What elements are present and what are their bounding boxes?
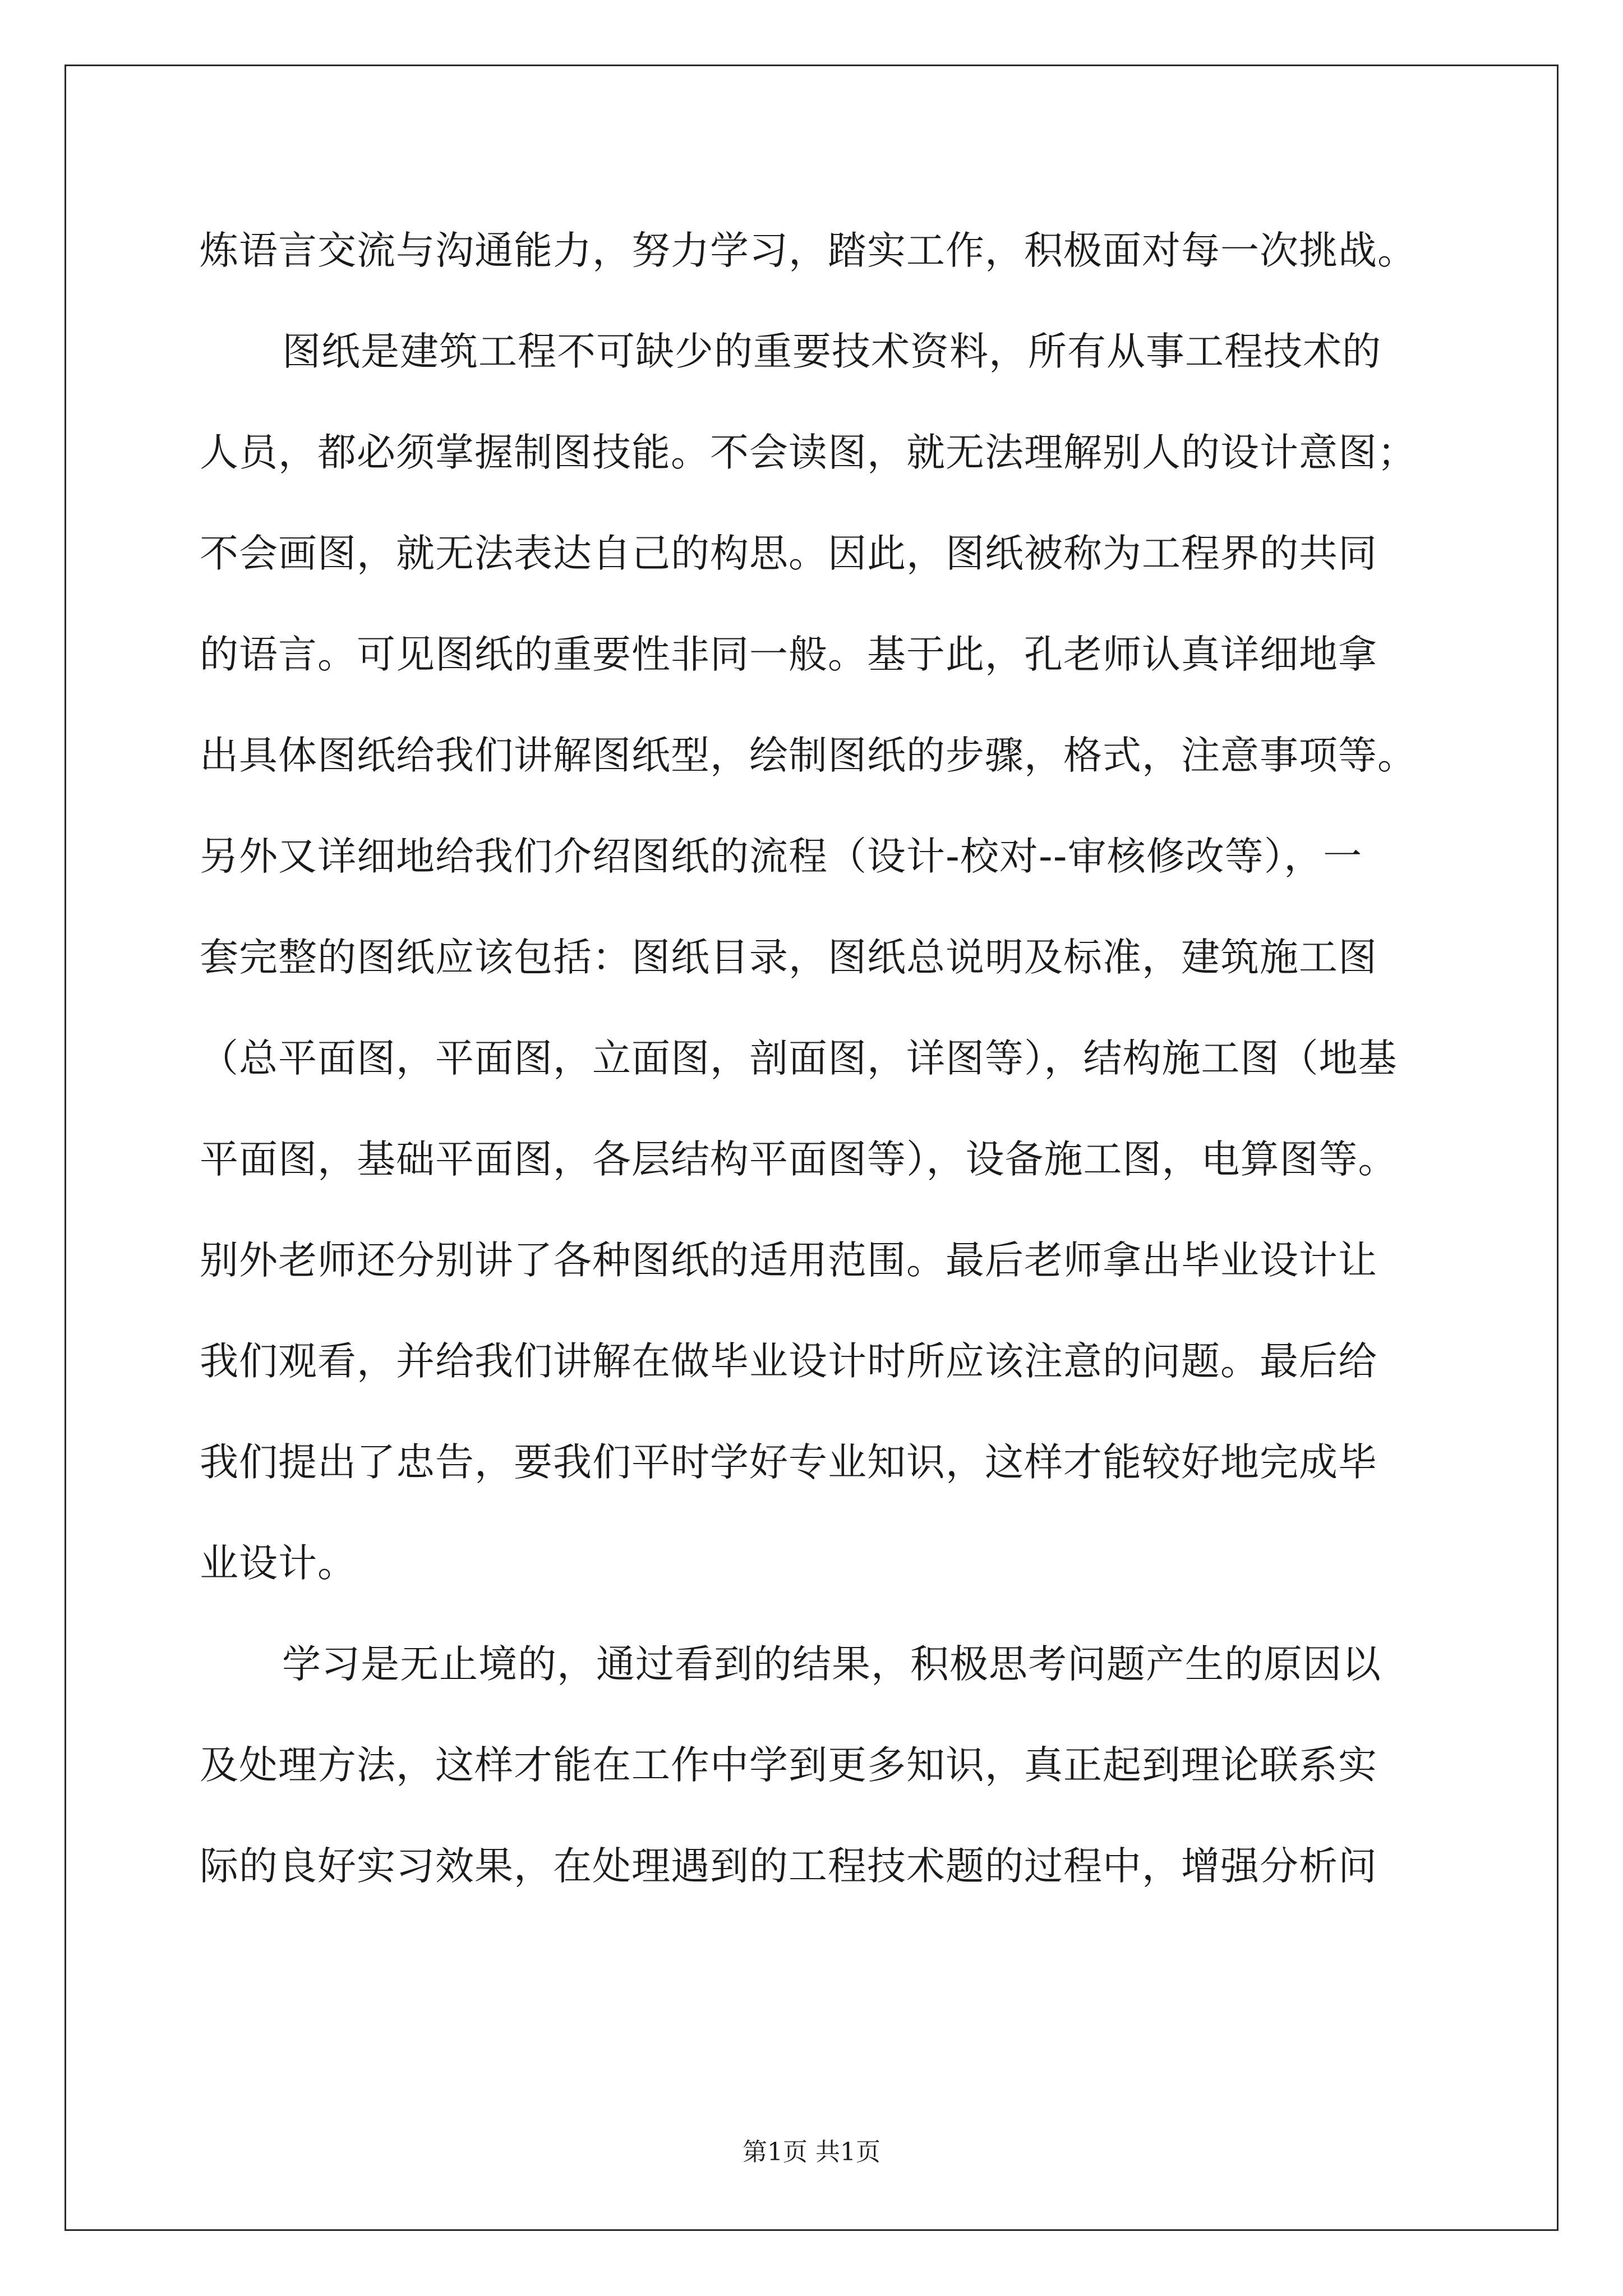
text-line-3: 人员，都必须掌握制图技能。不会读图，就无法理解别人的设计意图；	[200, 430, 1417, 475]
page-footer: 第1页 共1页	[743, 2138, 880, 2166]
text-line-13: 我们提出了忠告，要我们平时学好专业知识，这样才能较好地完成毕	[200, 1440, 1377, 1485]
text-line-16: 及处理方法，这样才能在工作中学到更多知识，真正起到理论联系实	[200, 1743, 1377, 1788]
text-line-15: 学习是无止境的，通过看到的结果，积极思考问题产生的原因以	[282, 1642, 1381, 1687]
text-line-8: 套完整的图纸应该包括：图纸目录，图纸总说明及标准，建筑施工图	[200, 935, 1377, 980]
text-line-2: 图纸是建筑工程不可缺少的重要技术资料，所有从事工程技术的	[282, 329, 1381, 374]
text-line-4: 不会画图，就无法表达自己的构思。因此，图纸被称为工程界的共同	[200, 531, 1377, 576]
text-line-10: 平面图，基础平面图，各层结构平面图等），设备施工图，电算图等。	[200, 1137, 1398, 1182]
text-line-11: 别外老师还分别讲了各种图纸的适用范围。最后老师拿出毕业设计让	[200, 1238, 1377, 1283]
text-line-9: （总平面图，平面图，立面图，剖面图，详图等），结构施工图（地基	[200, 1036, 1398, 1081]
text-line-5: 的语言。可见图纸的重要性非同一般。基于此，孔老师认真详细地拿	[200, 632, 1377, 677]
text-line-12: 我们观看，并给我们讲解在做毕业设计时所应该注意的问题。最后给	[200, 1339, 1377, 1384]
text-line-17: 际的良好实习效果，在处理遇到的工程技术题的过程中，增强分析问	[200, 1844, 1377, 1889]
text-line-1: 炼语言交流与沟通能力，努力学习，踏实工作，积极面对每一次挑战。	[200, 228, 1417, 273]
text-line-7: 另外又详细地给我们介绍图纸的流程（设计-校对--审核修改等），一	[200, 834, 1363, 879]
text-line-14: 业设计。	[200, 1541, 357, 1586]
text-line-6: 出具体图纸给我们讲解图纸型，绘制图纸的步骤，格式，注意事项等。	[200, 733, 1417, 778]
